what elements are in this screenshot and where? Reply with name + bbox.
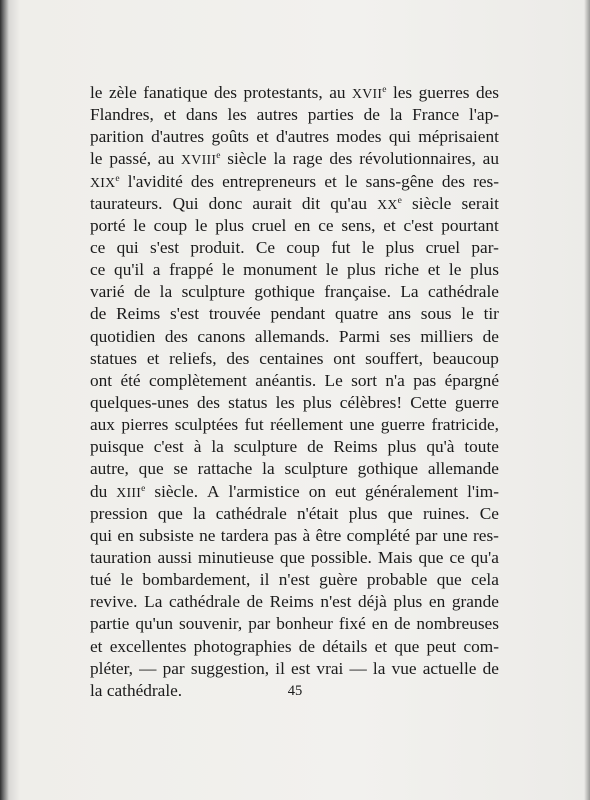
text-line: qui en subsiste ne tardera pas à être complété par une res- [90,525,499,545]
body-text [90,82,499,702]
text-line: tauration aussi minutieuse que possible. Mais que ce qu'a [90,547,499,567]
text-line: quelques-unes des status les plus célèbres! Cette guerre [90,392,499,412]
text-line: tué le bombardement, il n'est guère probable que cela [90,570,499,590]
text-line: pléter, — par suggestion, il est vrai — la vue actuelle de [90,658,499,678]
text-line: autre, que se rattache la sculpture gothique allemande [90,459,499,479]
text-line: et excellentes photographies de détails et que peut com- [90,636,499,656]
text-line: parition d'autres goûts et d'autres modes qui méprisaient [90,127,499,147]
text-line: quotidien des canons allemands. Parmi ses milliers de [90,326,499,346]
text-line: le zèle fanatique des protestants, au XVIIe les guerres des [90,83,499,102]
text-line: partie qu'un souvenir, par bonheur fixé en de nombreuses [90,614,499,634]
text-line: ce qui s'est produit. Ce coup fut le plus cruel par- [90,237,499,257]
text-line: la cathédrale. [90,680,183,700]
text-line: XIXe l'avidité des entrepreneurs et le sans-gêne des res- [90,171,499,191]
text-line: puisque c'est à la sculpture de Reims plus qu'à toute [90,437,499,457]
page-number: 45 [287,683,303,699]
text-line: revive. La cathédrale de Reims n'est déjà plus en grande [90,592,499,612]
text-line: taurateurs. Qui donc aurait dit qu'au XXe siècle serait [90,193,499,213]
text-line: ce qu'il a frappé le monument le plus riche et le plus [90,260,499,280]
text-line: varié de la sculpture gothique française. La cathédrale [90,282,499,302]
text-line: ont été complètement anéantis. Le sort n'a pas épargné [90,370,499,390]
text-line: aux pierres sculptées fut réellement une guerre fratricide, [90,415,499,435]
text-line: le passé, au XVIIIe siècle la rage des révolutionnaires, au [90,149,499,169]
text-line: de Reims s'est trouvée pendant quatre ans sous le tir [90,304,499,324]
text-line: statues et reliefs, des centaines ont souffert, beaucoup [90,348,499,368]
text-line: Flandres, et dans les autres parties de la France l'ap- [90,105,499,125]
text-line: pression que la cathédrale n'était plus que ruines. Ce [90,503,499,523]
text-line: du XIIIe siècle. A l'armistice on eut généralement l'im- [90,481,499,501]
text-line: porté le coup le plus cruel en ce sens, et c'est pourtant [90,215,499,235]
